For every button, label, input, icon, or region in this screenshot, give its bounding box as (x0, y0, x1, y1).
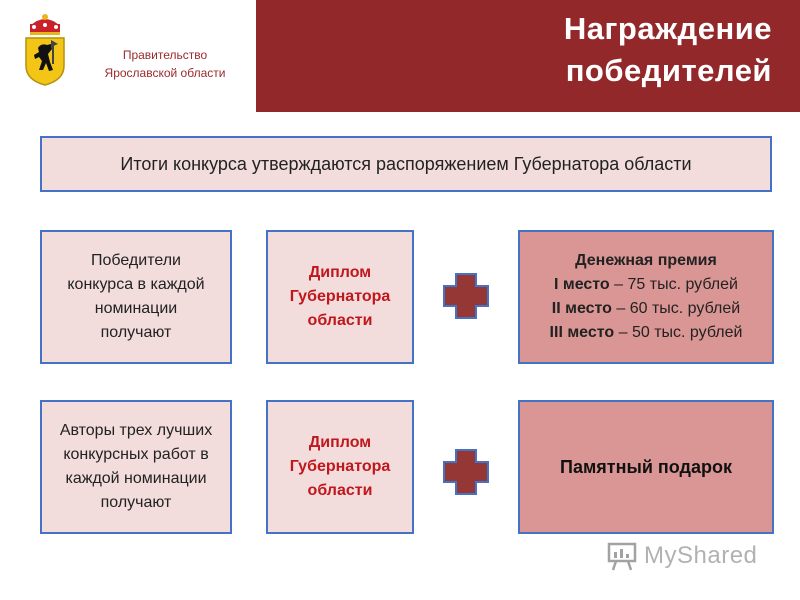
prize-line-second: II место – 60 тыс. рублей (551, 300, 741, 317)
text-line: получают (100, 494, 172, 511)
diploma-box (266, 230, 414, 364)
cash-prize-text (550, 249, 743, 345)
watermark-text: MyShared (644, 542, 758, 569)
recipient-text (52, 419, 220, 515)
cash-prize-box (518, 230, 774, 364)
recipient-box-winners (40, 230, 232, 364)
header-left (0, 0, 256, 112)
yaroslavl-coat-of-arms-icon (22, 14, 68, 86)
title-line-2: победителей (565, 53, 772, 88)
government-line-2: Ярославской области (104, 66, 226, 80)
title-line-1: Награждение (563, 11, 772, 46)
text-line: Победители (90, 252, 181, 269)
government-name (80, 46, 250, 82)
recipient-text (59, 249, 212, 345)
diploma-text (290, 431, 391, 503)
text-line: Губернатора (289, 458, 391, 475)
header-band (256, 0, 800, 112)
text-line: получают (100, 324, 172, 341)
text-line: номинации (94, 300, 178, 317)
plus-icon (442, 272, 490, 320)
text-line: каждой номинации (65, 470, 207, 487)
text-line: конкурса в каждой (67, 276, 205, 293)
text-line: Диплом (308, 434, 372, 451)
recipient-box-authors (40, 400, 232, 534)
diploma-text (290, 261, 391, 333)
text-line: области (307, 312, 373, 329)
text-line: конкурсных работ в (63, 446, 209, 463)
gift-box (518, 400, 774, 534)
watermark (606, 536, 776, 576)
plus-icon (442, 448, 490, 496)
cash-prize-title: Денежная премия (575, 252, 717, 269)
gift-text: Памятный подарок (560, 456, 732, 477)
prize-line-first: I место – 75 тыс. рублей (553, 276, 738, 293)
government-line-1: Правительство (122, 48, 208, 62)
text-line: Авторы трех лучших (59, 422, 213, 439)
page-title (352, 8, 772, 92)
results-banner: Итоги конкурса утверждаются распоряжением Губернатора области (40, 136, 772, 192)
prize-line-third: III место – 50 тыс. рублей (549, 324, 743, 341)
text-line: Губернатора (289, 288, 391, 305)
text-line: Диплом (308, 264, 372, 281)
presentation-board-icon (606, 540, 638, 572)
diploma-box (266, 400, 414, 534)
text-line: области (307, 482, 373, 499)
